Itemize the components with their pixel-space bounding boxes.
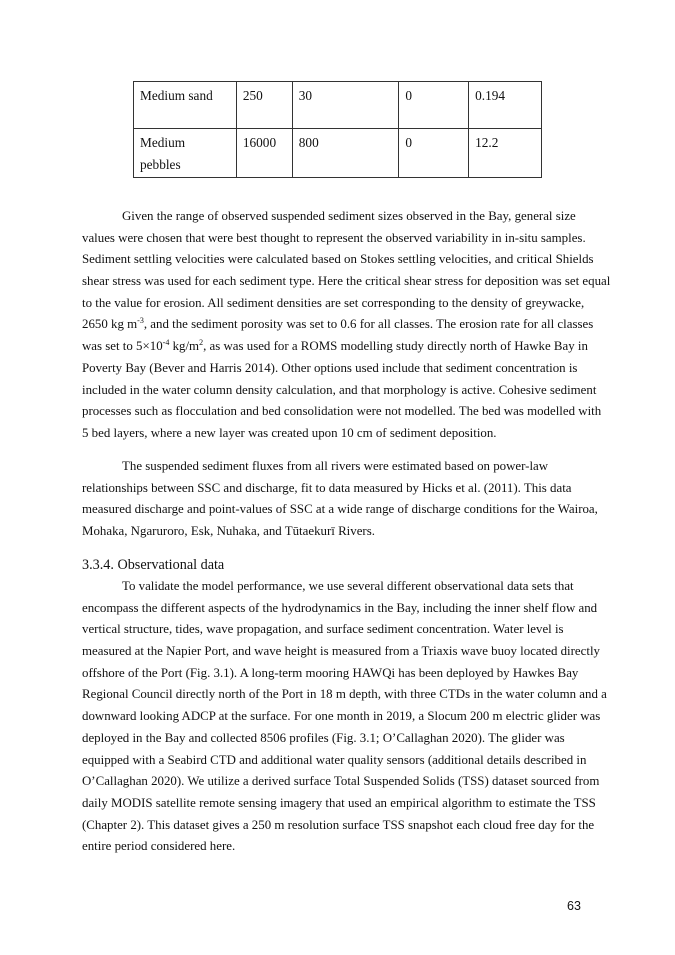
text-line: downward looking ADCP at the surface. For one month in 2019, a Slocum 200 m electric glider was <box>82 709 601 724</box>
table-cell-class: Medium pebbles <box>134 129 237 178</box>
text-line: daily MODIS satellite remote sensing imagery that used an empirical algorithm to estimate the TSS <box>82 795 596 810</box>
table-cell: 800 <box>292 129 399 178</box>
text-line: Given the range of observed suspended sediment sizes observed in the Bay, general size <box>122 209 576 223</box>
text-line: shear stress was used for each sediment type. Here the critical shear stress for deposition was set equal <box>82 274 611 289</box>
table-cell: 30 <box>292 82 399 129</box>
text-line: relationships between SSC and discharge, fit to data measured by Hicks et al. (2011). This data <box>82 480 572 495</box>
text-line: Regional Council directly north of the Port in 18 m depth, with three CTDs in the water column and a <box>82 687 607 702</box>
text-line: (Chapter 2). This dataset gives a 250 m resolution surface TSS snapshot each cloud free day for the <box>82 817 595 832</box>
text-line: 2650 kg $m^{-3}$, and the sediment porosity was set to 0.6 for all classes. The erosion rate for all classes <box>82 316 594 332</box>
text-line: included in the water column density calculation, and that morphology is active. Cohesive sediment <box>82 382 597 397</box>
paragraph-river-fluxes <box>82 456 596 543</box>
table-cell: 0.194 <box>469 82 542 129</box>
paragraph-observational-data <box>82 576 607 858</box>
text-line: offshore of the Port (Fig. 3.1). A long-term mooring HAWQi has been deployed by Hawkes Bay <box>82 665 579 680</box>
table-cell-class: Medium sand <box>134 82 237 129</box>
text-line: O’Callaghan 2020). We utilize a derived surface Total Suspended Solids (TSS) dataset sourced from <box>82 774 600 789</box>
section-heading: 3.3.4. Observational data <box>82 557 225 573</box>
text-line: to the value for erosion. All sediment densities are set corresponding to the density of greywacke, <box>82 295 585 310</box>
table-cell: 250 <box>236 82 292 129</box>
text-line: The suspended sediment fluxes from all rivers were estimated based on power-law <box>122 459 549 473</box>
page-number: 63 <box>567 899 581 913</box>
text-line: processes such as flocculation and bed consolidation were not modelled. The bed was modelled with <box>82 404 602 419</box>
text-line: Mohaka, Ngaruroro, Esk, Nuhaka, and Tūtaekurī Rivers. <box>82 524 375 539</box>
text-line: To validate the model performance, we use several different observational data sets that <box>122 579 574 593</box>
text-line: Sediment settling velocities were calculated based on Stokes settling velocities, and critical Shields <box>82 252 594 267</box>
sediment-properties-table <box>133 81 542 178</box>
text-line: Poverty Bay (Bever and Harris 2014). Other options used include that sediment concentration is <box>82 360 578 375</box>
text-line: 5 bed layers, where a new layer was created upon 10 cm of sediment deposition. <box>82 425 497 440</box>
table-row <box>134 82 542 129</box>
text-line: measured discharge and point-values of SSC at a wide range of discharge conditions for the Wairoa, <box>82 502 598 517</box>
paragraph-sediment-setup <box>82 206 611 445</box>
text-line: deployed in the Bay and collected 8506 profiles (Fig. 3.1; O’Callaghan 2020). The glider was <box>82 730 565 745</box>
text-line: equipped with a Seabird CTD and additional water quality sensors (additional details described in <box>82 752 587 767</box>
text-line: encompass the different aspects of the hydrodynamics in the Bay, including the inner shelf flow and <box>82 600 598 615</box>
text-line: entire period considered here. <box>82 839 236 854</box>
table-cell: 0 <box>399 129 469 178</box>
text-line: values were chosen that were best thought to represent the observed variability in in-situ samples. <box>82 230 586 245</box>
table-cell: 0 <box>399 82 469 129</box>
table-cell: 12.2 <box>469 129 542 178</box>
text-line: vertical structure, tides, wave propagation, and surface sediment concentration. Water level is <box>82 622 564 637</box>
text-line: was set to $5\times 10^{-4}$ $kg/m^2$, as was used for a ROMS modelling study directly north of Hawke Bay in <box>82 338 588 354</box>
text-line: measured at the Napier Port, and wave height is measured from a Triaxis wave buoy located directly <box>82 644 600 659</box>
table-row <box>134 129 542 178</box>
table-cell: 16000 <box>236 129 292 178</box>
